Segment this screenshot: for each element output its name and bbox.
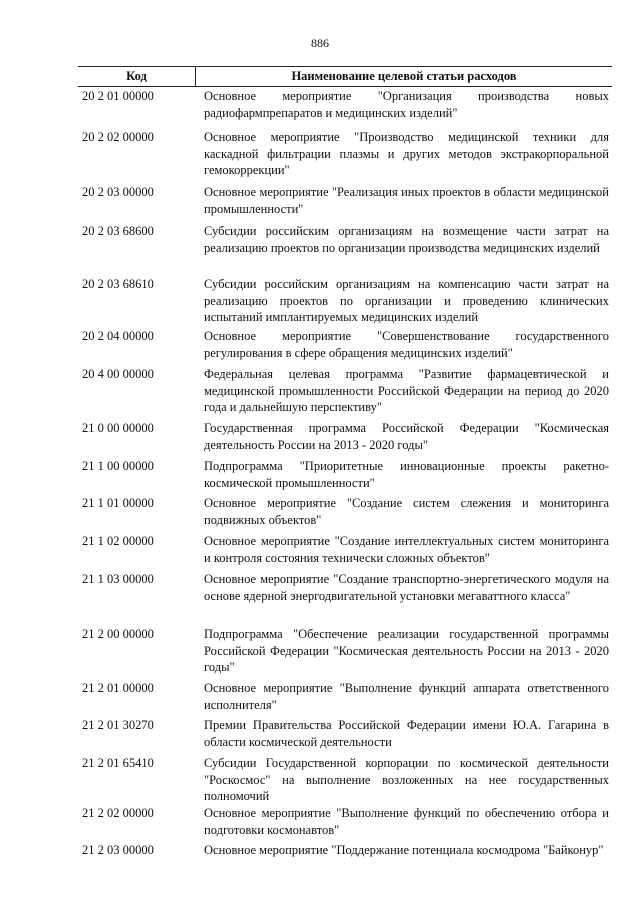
row-code: 21 1 00 00000 — [82, 459, 154, 473]
row-name: Основное мероприятие "Создание интеллектуальных систем мониторинга и контроля состояния технически сложных объектов" — [204, 534, 609, 565]
row-name: Основное мероприятие "Реализация иных проектов в области медицинской промышленности" — [204, 185, 609, 216]
row-name: Субсидии российским организациям на компенсацию части затрат на реализацию проектов по организации и проведению клинических испытаний имплантируемых медицинских изделий — [204, 277, 609, 324]
row-code: 21 0 00 00000 — [82, 421, 154, 435]
row-code: 21 2 03 00000 — [82, 843, 154, 857]
row-name: Основное мероприятие "Совершенствование государственного регулирования в сфере обращения медицинских изделий" — [204, 329, 609, 360]
row-code: 21 1 01 00000 — [82, 496, 154, 510]
row-name: Субсидии Государственной корпорации по космической деятельности "Роскосмос" на выполнение возложенных на нее государственных полномочий — [204, 756, 609, 803]
table-header — [78, 66, 612, 87]
row-code: 20 2 01 00000 — [82, 89, 154, 103]
row-code: 20 2 03 68610 — [82, 277, 154, 291]
row-name: Подпрограмма "Обеспечение реализации государственной программы Российской Федерации "Космическая деятельность России на 2013 - 2020 годы" — [204, 627, 609, 674]
row-code: 20 4 00 00000 — [82, 367, 154, 381]
row-name: Основное мероприятие "Выполнение функций по обеспечению отбора и подготовки космонавтов" — [204, 806, 609, 837]
row-code: 20 2 04 00000 — [82, 329, 154, 343]
row-code: 21 2 01 30270 — [82, 718, 154, 732]
row-name: Основное мероприятие "Организация производства новых радиофармпрепаратов и медицинских изделий" — [204, 89, 609, 120]
row-code: 21 2 01 65410 — [82, 756, 154, 770]
row-name: Основное мероприятие "Выполнение функций аппарата ответственного исполнителя" — [204, 681, 609, 712]
column-header-code: Код — [126, 69, 147, 83]
row-code: 20 2 03 68600 — [82, 224, 154, 238]
row-name: Основное мероприятие "Производство медицинской техники для каскадной фильтрации плазмы и других методов экстракорпоральной гемокоррекции" — [204, 130, 609, 177]
row-name: Основное мероприятие "Создание транспортно-энергетического модуля на основе ядерной энергодвигательной установки мегаваттного класса" — [204, 572, 609, 603]
row-name: Федеральная целевая программа "Развитие фармацевтической и медицинской промышленности Российской Федерации на период до 2020 года и дальнейшую перспективу" — [204, 367, 609, 414]
row-code: 21 1 03 00000 — [82, 572, 154, 586]
row-name: Подпрограмма "Приоритетные инновационные проекты ракетно-космической промышленности" — [204, 459, 609, 490]
row-name: Премии Правительства Российской Федерации имени Ю.А. Гагарина в области космической деятельности — [204, 718, 609, 749]
row-name: Государственная программа Российской Федерации "Космическая деятельность России на 2013 - 2020 годы" — [204, 421, 609, 452]
row-code: 20 2 03 00000 — [82, 185, 154, 199]
row-code: 21 1 02 00000 — [82, 534, 154, 548]
row-code: 21 2 02 00000 — [82, 806, 154, 820]
page-number: 886 — [311, 36, 329, 50]
row-name: Субсидии российским организациям на возмещение части затрат на реализацию проектов по организации производства медицинских изделий — [204, 224, 609, 255]
row-code: 21 2 01 00000 — [82, 681, 154, 695]
row-name: Основное мероприятие "Создание систем слежения и мониторинга подвижных объектов" — [204, 496, 609, 527]
row-name: Основное мероприятие "Поддержание потенциала космодрома "Байконур" — [204, 843, 604, 857]
row-code: 21 2 00 00000 — [82, 627, 154, 641]
column-header-name: Наименование целевой статьи расходов — [291, 69, 517, 83]
row-code: 20 2 02 00000 — [82, 130, 154, 144]
